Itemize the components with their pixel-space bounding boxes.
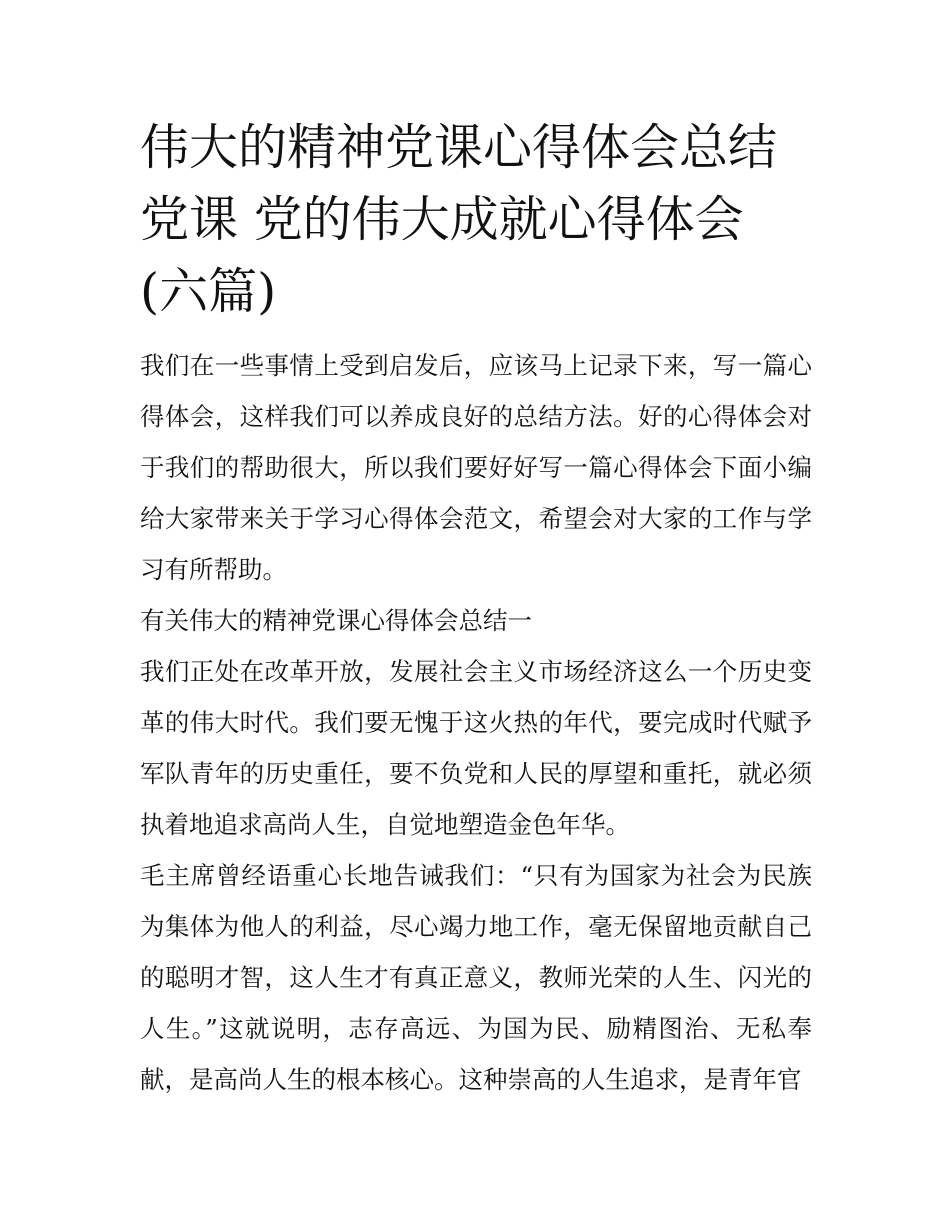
body-paragraph-1: 我们正处在改革开放，发展社会主义市场经济这么一个历史变革的伟大时代。我们要无愧于这火热的年代，要完成时代赋予军队青年的历史重任，要不负党和人民的厚望和重托，就必须执着地追求高尚人生，自觉地塑造金色年华。 — [140, 657, 812, 839]
intro-paragraph: 我们在一些事情上受到启发后，应该马上记录下来，写一篇心得体会，这样我们可以养成良好的总结方法。好的心得体会对于我们的帮助很大，所以我们要好好写一篇心得体会下面小编给大家带来关于学习心得体会范文，希望会对大家的工作与学习有所帮助。 — [140, 351, 812, 584]
body-paragraph-2: 毛主席曾经语重心长地告诫我们：“只有为国家为社会为民族为集体为他人的利益，尽心竭力地工作，毫无保留地贡献自己的聪明才智，这人生才有真正意义，教师光荣的人生、闪光的人生。”这就说明，志存高远、为国为民、励精图治、无私奉献，是高尚人生的根本核心。这种崇高的人生追求，是青年官 — [140, 861, 812, 1094]
document-title: 伟大的精神党课心得体会总结党课 党的伟大成就心得体会(六篇) — [140, 119, 778, 320]
section-heading: 有关伟大的精神党课心得体会总结一 — [140, 606, 532, 635]
document-body — [140, 112, 820, 1105]
